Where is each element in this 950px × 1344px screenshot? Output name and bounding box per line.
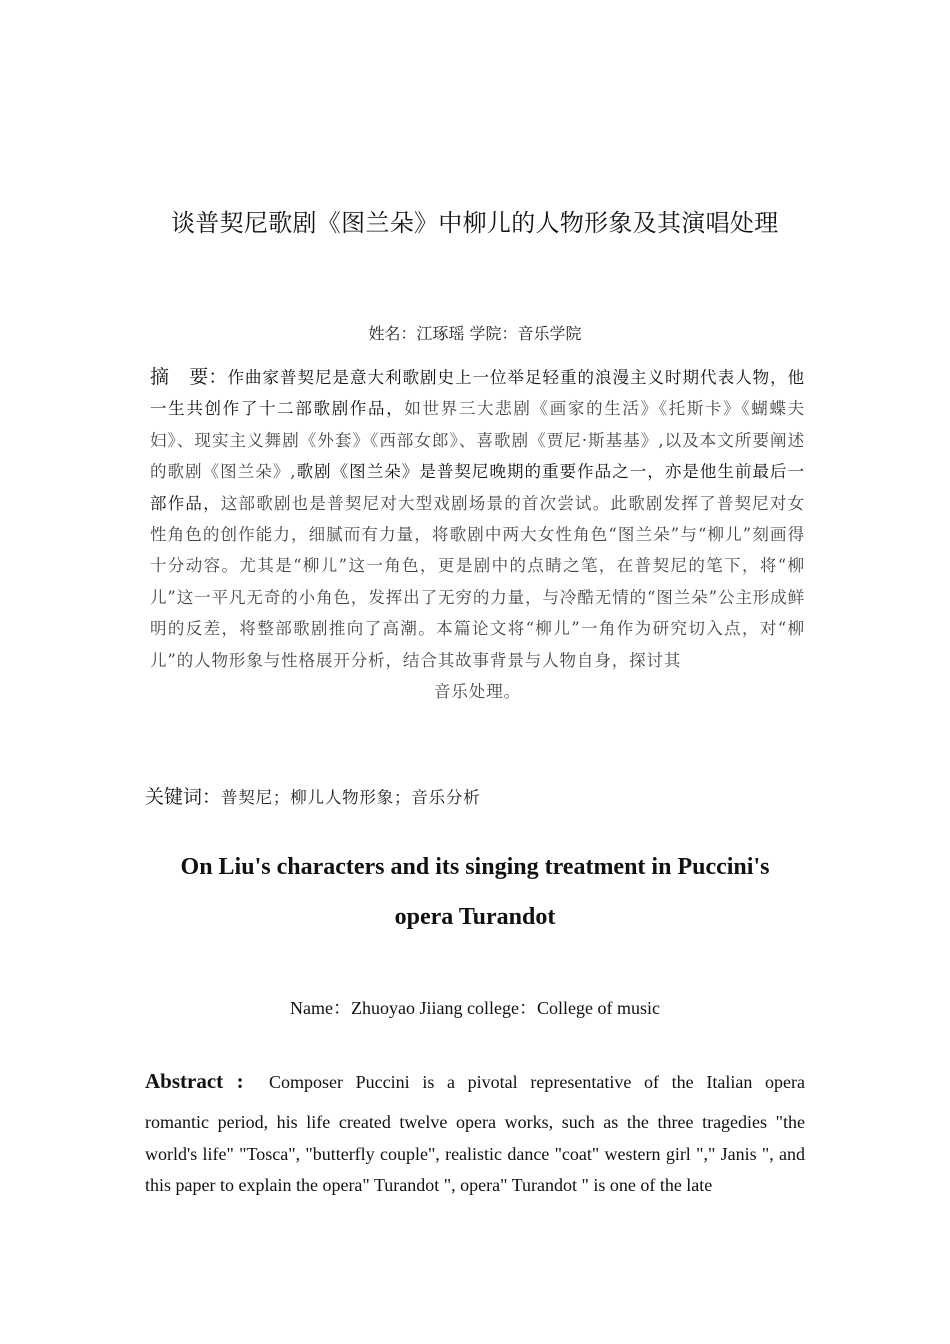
english-title [145, 842, 805, 942]
keywords-text: 普契尼；柳儿人物形象；音乐分析 [221, 788, 481, 807]
english-abstract-body: romantic period, his life created twelve opera works, such as the three tragedies "the world's life" "Tosca", "butterfly couple", realistic dance "coat" western girl "," Janis ", and this paper to explain the opera" Turandot ", opera" Turandot " is one of the late [145, 1111, 805, 1196]
abstract-text-part-1: 作曲家普契尼是意大利歌剧史上一位举足轻重的浪漫主义时期代表人物，他一生共创作了十二部歌剧作品， [150, 368, 805, 419]
abstract-label-char-1: 摘 [150, 366, 170, 388]
abstract-text-last-line: 音乐处理。 [434, 682, 521, 702]
abstract-text-part-3: 歌剧《图兰朵》是普契尼晚期的重要作品之一，亦是他生前最后一部作品， [150, 462, 805, 513]
chinese-keywords [145, 782, 805, 813]
chinese-abstract-label [150, 366, 227, 388]
chinese-author-line: 姓名：江琢瑶 学院：音乐学院 [368, 324, 582, 343]
english-abstract [145, 1066, 805, 1202]
abstract-text-part-2: 如世界三大悲剧《画家的生活》《托斯卡》《蝴蝶夫妇》、现实主义舞剧《外套》《西部女郎》、喜歌剧《贾尼·斯基基》,以及本文所要阐述的歌剧《图兰朵》, [150, 399, 805, 482]
keywords-label: 关键词： [145, 786, 222, 808]
english-abstract-label: Abstract : [145, 1069, 244, 1093]
english-title-line-1: On Liu's characters and its singing treatment in Puccini's [180, 854, 770, 880]
abstract-text-part-4: 这部歌剧也是普契尼对大型戏剧场景的首次尝试。此歌剧发挥了普契尼对女性角色的创作能力，细腻而有力量，将歌剧中两大女性角色“图兰朵”与“柳儿”刻画得十分动容。尤其是“柳儿”这一角色，更是剧中的点睛之笔，在普契尼的笔下，将“柳儿”这一平凡无奇的小角色，发挥出了无穷的力量，与冷酷无情的“图兰朵”公主形成鲜明的反差，将整部歌剧推向了高潮。本篇论文将“柳儿”一角作为研究切入点，对“柳儿”的人物形象与性格展开分析，结合其故事背景与人物自身，探讨其 [150, 493, 805, 670]
english-author-line: Name：Zhuoyao Jiiang college：College of music [290, 998, 660, 1018]
chinese-abstract [150, 362, 805, 707]
english-abstract-first-text: Composer Puccini is a pivotal representative of the Italian opera [268, 1072, 805, 1092]
chinese-title: 谈普契尼歌剧《图兰朵》中柳儿的人物形象及其演唱处理 [171, 209, 779, 237]
english-abstract-first-line [145, 1066, 805, 1099]
english-title-line-2: opera Turandot [394, 904, 556, 930]
abstract-label-char-2: 要： [189, 366, 228, 388]
